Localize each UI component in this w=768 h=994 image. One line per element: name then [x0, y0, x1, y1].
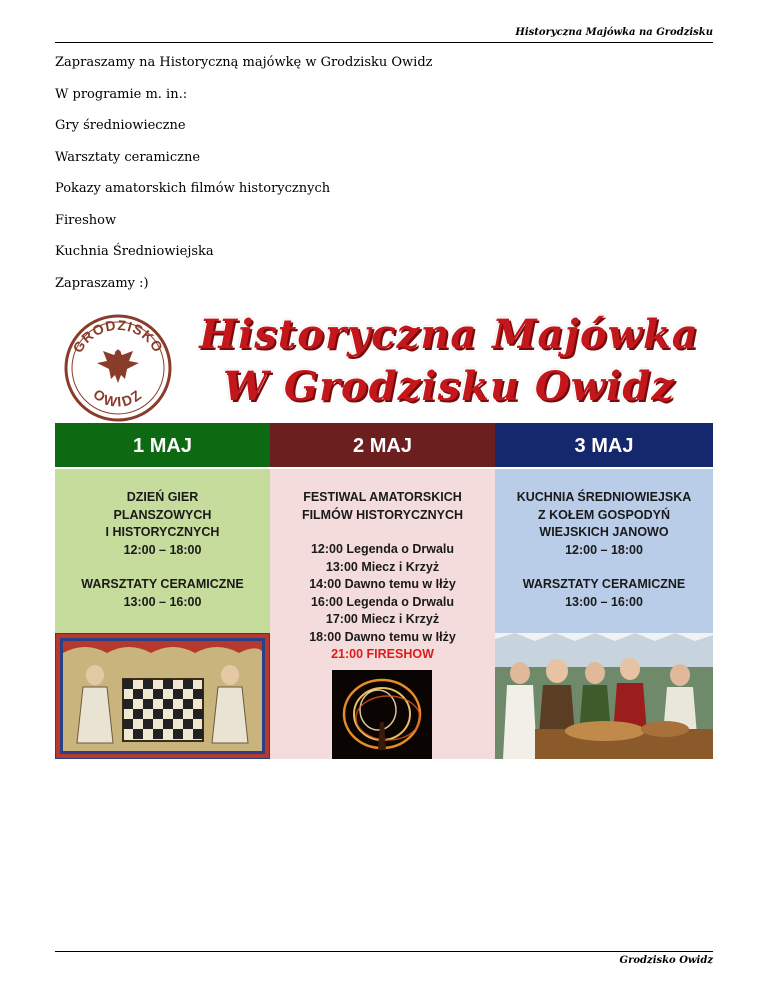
program-line: 13:00 – 16:00	[123, 594, 202, 609]
program-line: FILMÓW HISTORYCZNYCH	[301, 507, 464, 522]
program-line: 13:00 Miecz i Krzyż	[325, 559, 440, 574]
program-line: 12:00 Legenda o Drwalu	[310, 542, 455, 556]
grodzisko-owidz-logo	[63, 313, 173, 423]
page-header	[55, 26, 713, 43]
day-column-2	[270, 423, 495, 759]
program-line: DZIEŃ GIER	[126, 490, 199, 504]
logo-bottom-text: OWIDZ	[90, 385, 146, 411]
day-program	[495, 489, 713, 611]
paragraph: Warsztaty ceramiczne	[55, 149, 201, 165]
paragraph: Kuchnia Średniowiejska	[55, 244, 214, 259]
poster-headline-line-2: W Grodzisku Owidz	[222, 363, 676, 410]
day-column-1	[55, 423, 270, 759]
program-line: KUCHNIA ŚREDNIOWIEJSKA	[516, 490, 692, 504]
program-line: WARSZTATY CERAMICZNE	[522, 577, 686, 591]
day-program	[55, 489, 270, 611]
schedule-columns	[55, 423, 713, 759]
day-header: 2 MAJ	[270, 423, 495, 469]
page-header-title: Historyczna Majówka na Grodzisku	[515, 27, 713, 38]
page-footer	[55, 951, 713, 972]
program-line: PLANSZOWYCH	[113, 507, 212, 522]
day-header: 3 MAJ	[495, 423, 713, 469]
fireshow-highlight: 21:00 FIRESHOW	[331, 647, 434, 661]
program-line: 13:00 – 16:00	[565, 594, 643, 609]
medieval-chess-players-illustration	[55, 633, 270, 759]
paragraph: Zapraszamy na Historyczną majówkę w Grodzisku Owidz	[55, 55, 433, 70]
program-line: WIEJSKICH JANOWO	[539, 525, 669, 539]
program-line: 14:00 Dawno temu w Iłży	[309, 577, 456, 591]
day-column-3	[495, 423, 713, 759]
program-line: Z KOŁEM GOSPODYŃ	[538, 507, 670, 522]
program-line: WARSZTATY CERAMICZNE	[81, 577, 244, 591]
fireshow-photo	[332, 670, 432, 759]
program-line: FESTIWAL AMATORSKICH	[303, 490, 462, 504]
program-line: 18:00 Dawno temu w Iłży	[309, 629, 456, 644]
event-poster	[55, 307, 713, 759]
logo-top-text: GRODZISKO	[69, 316, 167, 356]
paragraph: W programie m. in.:	[55, 86, 188, 102]
paragraph: Zapraszamy :)	[55, 275, 149, 291]
announcement-text	[55, 54, 713, 306]
program-line: I HISTORYCZNYCH	[105, 525, 220, 539]
program-line: 16:00 Legenda o Drwalu	[310, 594, 455, 609]
paragraph: Pokazy amatorskich filmów historycznych	[55, 181, 331, 196]
paragraph: Fireshow	[55, 212, 117, 228]
paragraph: Gry średniowieczne	[55, 118, 186, 133]
program-line: 12:00 – 18:00	[123, 542, 202, 557]
women-in-folk-costumes-cooking-photo	[495, 633, 713, 759]
day-program	[270, 489, 495, 664]
day-header: 1 MAJ	[55, 423, 270, 469]
page-footer-text: Grodzisko Owidz	[619, 955, 713, 966]
program-line: 17:00 Miecz i Krzyż	[325, 612, 440, 626]
poster-headline-line-1: Historyczna Majówka	[199, 311, 699, 358]
program-line: 12:00 – 18:00	[565, 542, 643, 557]
